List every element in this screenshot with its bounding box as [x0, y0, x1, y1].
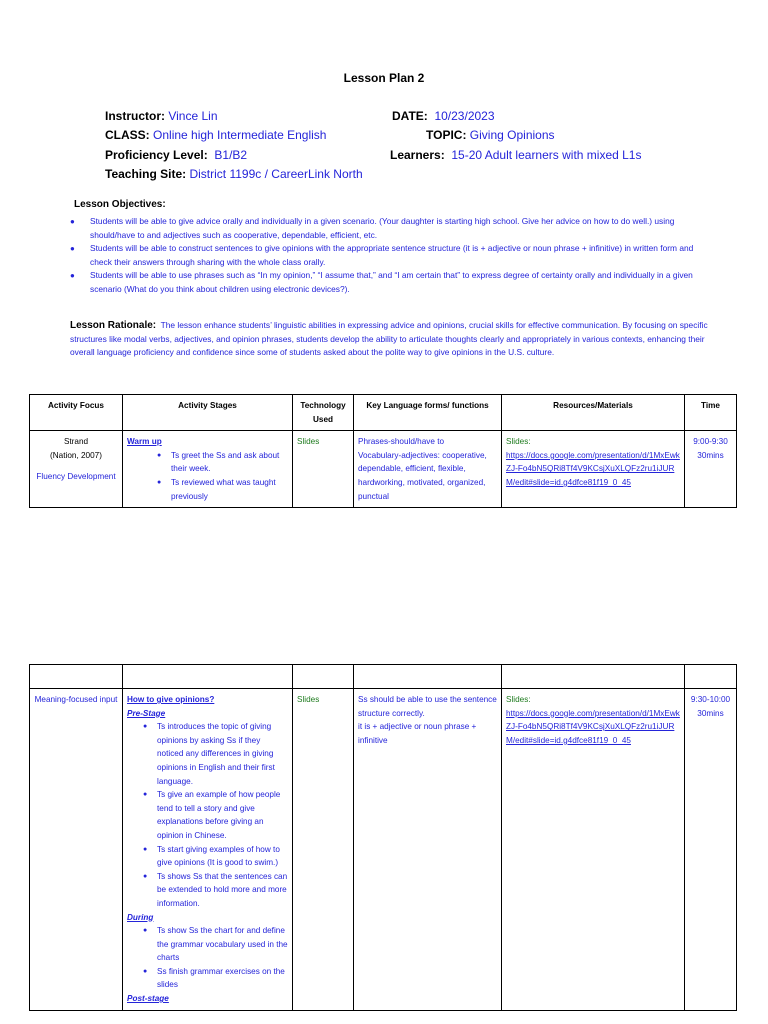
slides-link[interactable]: https://docs.google.com/presentation/d/1MxEwkZJ-Fo4bN5QRi8Tf4V9KCsjXuXLQFz2ru1iJURM/edit#slide=id.g4dfce81f19_0_45: [506, 450, 680, 487]
focus-type: Fluency Development: [36, 472, 116, 482]
header-activity-focus: Activity Focus: [30, 395, 123, 431]
step-item: ● Ts introduces the topic of giving opinions by asking Ss if they noticed any differences in giving opinions in English and their first language.: [143, 720, 288, 788]
language-cell: Ss should be able to use the sentence structure correctly. it is + adjective or noun phrase + infinitive: [354, 689, 502, 1011]
header-time: Time: [685, 395, 737, 431]
during-steps-list: [127, 924, 288, 992]
level-value: B1/B2: [214, 148, 248, 162]
stages-cell: [123, 689, 293, 1011]
post-stage-label: Post-stage: [127, 994, 169, 1004]
objective-item: ● Students will be able to use phrases such as “In my opinion,” “I assume that,” and “I am certain that” to express degree of certainty orally and individually in a given scenario (What do you think about children using electronic devices?).: [70, 269, 710, 296]
header-activity-stages: Activity Stages: [123, 395, 293, 431]
slides-link[interactable]: https://docs.google.com/presentation/d/1MxEwkZJ-Fo4bN5QRi8Tf4V9KCsjXuXLQFz2ru1iJURM/edit#slide=id.g4dfce81f19_0_45: [506, 708, 680, 745]
topic-value: Giving Opinions: [469, 128, 555, 142]
site-line: [105, 167, 363, 181]
page-title: Lesson Plan 2: [343, 71, 425, 85]
site-label: Teaching Site:: [105, 167, 187, 181]
learners-value: 15-20 Adult learners with mixed L1s: [451, 148, 642, 162]
stages-cell: [123, 431, 293, 508]
focus-strand: Strand (Nation, 2007): [50, 437, 102, 460]
language-cell: Phrases-should/have to Vocabulary-adjectives: cooperative, dependable, efficient, flexible, hardworking, motivated, organized, punctual: [354, 431, 502, 508]
date-label: DATE:: [392, 109, 428, 123]
level-label: Proficiency Level:: [105, 148, 208, 162]
steps-list: [127, 449, 288, 503]
rationale-text: The lesson enhance students’ linguistic abilities in expressing advice and opinions, crucial skills for effective communication. By focusing on specific structures like modal verbs, adjectives, and opinion phrases, students develop the ability to articulate thoughts clearly and appropriately in various contexts, enhancing their overall language proficiency and confidence since some of students asked about the polite way to give opinions in the U.S. culture.: [70, 320, 708, 358]
class-line: [105, 128, 326, 142]
stage-title: Warm up: [127, 437, 162, 447]
stage-title: How to give opinions?: [127, 695, 215, 704]
header-technology: Technology Used: [293, 395, 354, 431]
during-stage-label: During: [127, 912, 154, 922]
step-item: ● Ss finish grammar exercises on the slides: [143, 965, 288, 992]
empty-header-row: [30, 665, 737, 689]
resources-label: Slides:: [506, 437, 531, 447]
level-line: [105, 148, 247, 162]
date-value: 10/23/2023: [434, 109, 495, 123]
class-label: CLASS:: [105, 128, 150, 142]
learners-line: [390, 148, 641, 162]
instructor-value: Vince Lin: [168, 109, 218, 123]
time-cell: 9:00-9:30 30mins: [685, 431, 737, 508]
instructor-line: [105, 109, 218, 123]
table-row: [30, 689, 737, 1011]
learners-label: Learners:: [390, 148, 445, 162]
tech-cell: Slides: [293, 431, 354, 508]
table-header-row: [30, 395, 737, 431]
focus-cell: [30, 431, 123, 508]
header-key-language: Key Language forms/ functions: [354, 395, 502, 431]
objectives-list: [70, 215, 710, 297]
objectives-title: Lesson Objectives:: [74, 199, 166, 210]
step-item: ● Ts start giving examples of how to give opinions (It is good to swim.): [143, 843, 288, 870]
rationale-label: Lesson Rationale:: [70, 320, 157, 331]
tech-cell: Slides: [293, 689, 354, 1011]
rationale: [70, 319, 710, 360]
focus-cell: Meaning-focused input: [30, 689, 123, 1011]
objective-item: ● Students will be able to construct sentences to give opinions with the appropriate sentence structure (it is + adjective or noun phrase + infinitive) in written form and check their answers through sharing with the whole class orally.: [70, 242, 710, 269]
pre-steps-list: [127, 720, 288, 910]
instructor-label: Instructor:: [105, 109, 165, 123]
lesson-table: [29, 394, 737, 508]
header-resources: Resources/Materials: [502, 395, 685, 431]
topic-label: TOPIC:: [426, 128, 467, 142]
pre-stage-label: Pre-Stage: [127, 708, 166, 718]
resources-cell: [502, 689, 685, 1011]
step-item: ● Ts show Ss the chart for and define the grammar vocabulary used in the charts: [143, 924, 288, 965]
step-item: ● Ts shows Ss that the sentences can be extended to hold more and more information.: [143, 870, 288, 911]
objective-item: ● Students will be able to give advice orally and individually in a given scenario. (Your daughter is starting high school. Give her advice on how to do well.) using should/have to and adjectives such as cooperative, dependable, efficient, etc.: [70, 215, 710, 242]
resources-cell: [502, 431, 685, 508]
time-cell: 9:30-10:00 30mins: [685, 689, 737, 1011]
date-line: [392, 109, 495, 123]
site-value: District 1199c / CareerLink North: [189, 167, 363, 181]
topic-line: [426, 128, 555, 142]
class-value: Online high Intermediate English: [153, 128, 327, 142]
step-item: ● Ts give an example of how people tend to tell a story and give explanations before giving an opinion in Chinese.: [143, 788, 288, 842]
table-row: [30, 431, 737, 508]
step-item: ● Ts reviewed what was taught previously: [157, 476, 288, 503]
resources-label: Slides:: [506, 695, 531, 704]
step-item: ● Ts greet the Ss and ask about their week.: [157, 449, 288, 476]
lesson-table-continued: [29, 664, 737, 1011]
